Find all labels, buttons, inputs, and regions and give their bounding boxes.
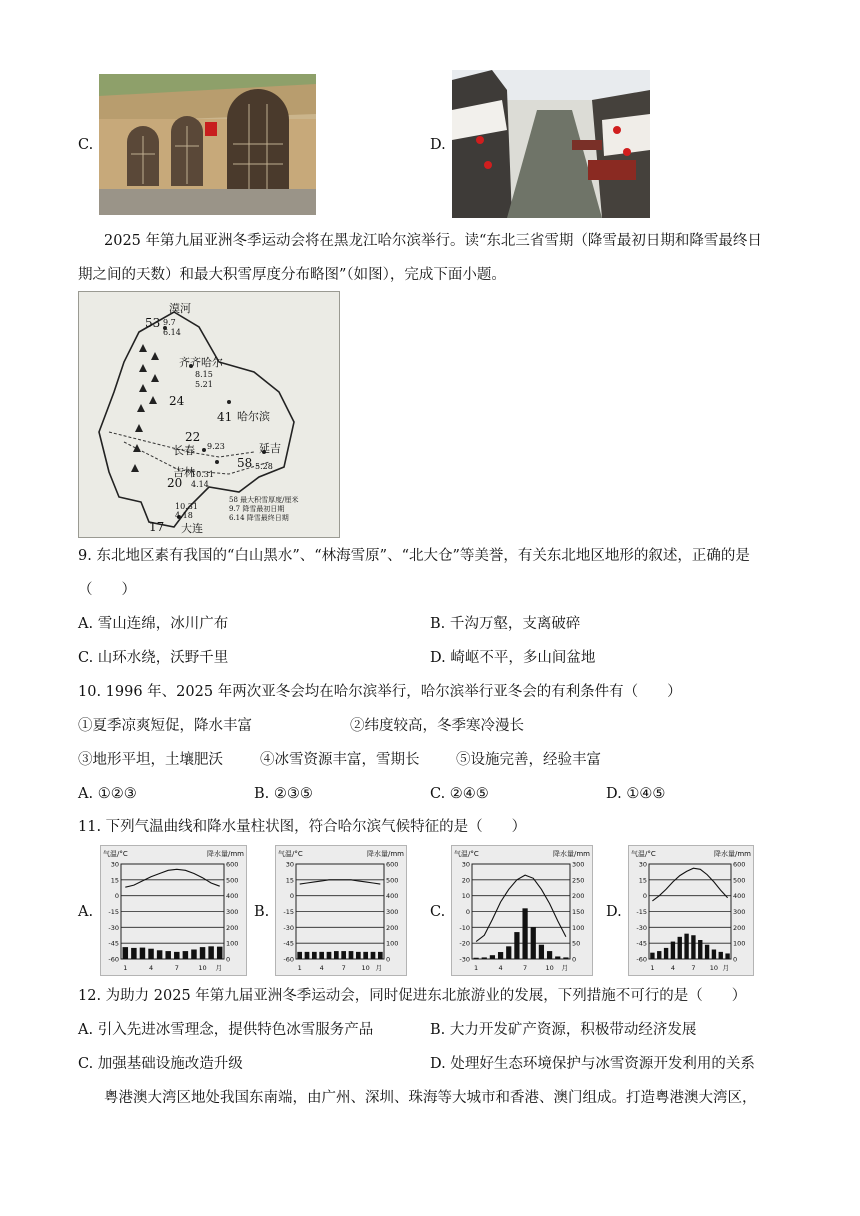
precip-tick-label: 200	[733, 923, 746, 932]
precip-bar	[148, 949, 153, 959]
temp-tick-label: 30	[110, 860, 119, 869]
precip-tick-label: 100	[572, 923, 585, 932]
precip-bar	[319, 952, 324, 959]
month-unit-label: 月	[722, 964, 729, 972]
q10-statement-3: ③地形平坦，土壤肥沃	[78, 752, 223, 768]
month-tick-label: 4	[148, 964, 154, 972]
q11-label-c[interactable]: C.	[430, 904, 446, 920]
precip-bar	[165, 951, 170, 959]
map-city-changchun: 长春	[173, 444, 195, 457]
q9-option-c[interactable]: C. 山环水绕，沃野千里	[78, 650, 229, 666]
precip-bar	[363, 952, 368, 959]
q11-label-a[interactable]: A.	[78, 904, 94, 920]
q10-option-b[interactable]: B. ②③⑤	[254, 786, 313, 802]
month-unit-label: 月	[215, 964, 222, 972]
intro-line-2: 期之间的天数）和最大积雪厚度分布略图”（如图），完成下面小题。	[78, 267, 506, 283]
temp-tick-label: 10	[461, 892, 470, 901]
precip-tick-label: 200	[386, 923, 399, 932]
precip-tick-label: 150	[572, 908, 585, 916]
q10-statement-5: ⑤设施完善，经验丰富	[456, 752, 601, 768]
temp-tick-label: -10	[459, 923, 470, 932]
precip-unit-label: 降水量/mm	[714, 850, 751, 858]
q11-stem: 11. 下列气温曲线和降水量柱状图，符合哈尔滨气候特征的是（ ）	[78, 819, 527, 835]
precip-bar	[539, 945, 544, 959]
q12-stem: 12. 为助力 2025 年第九届亚洲冬季运动会，同时促进东北旅游业的发展，下列措施不可行的是（ ）	[78, 988, 747, 1004]
temp-tick-label: 0	[114, 892, 119, 901]
q11-label-b[interactable]: B.	[254, 904, 270, 920]
cave-dwelling-photo	[99, 74, 316, 215]
precip-bar	[208, 946, 213, 959]
precip-bar	[334, 951, 339, 959]
temp-unit-label: 气温/°C	[278, 850, 303, 858]
q9-option-d[interactable]: D. 崎岖不平，多山间盆地	[430, 650, 596, 666]
month-unit-label: 月	[375, 964, 382, 972]
precip-tick-label: 0	[572, 955, 577, 964]
precip-bar	[506, 946, 511, 959]
temp-tick-label: -60	[108, 955, 119, 964]
precip-tick-label: 400	[386, 892, 399, 901]
precip-tick-label: 0	[386, 955, 391, 964]
precip-tick-label: 600	[386, 860, 399, 869]
precip-bar	[297, 952, 302, 959]
map-dalian-start: 10.31	[175, 502, 198, 511]
precip-bar	[123, 947, 128, 959]
temperature-curve	[476, 875, 566, 942]
precip-bar	[555, 956, 560, 959]
temp-tick-label: -60	[283, 955, 294, 964]
month-tick-label: 1	[123, 964, 128, 972]
precip-bar	[200, 947, 205, 959]
temperature-curve	[300, 880, 381, 884]
temp-tick-label: -45	[636, 939, 647, 948]
precip-tick-label: 600	[226, 860, 239, 869]
precip-unit-label: 降水量/mm	[553, 850, 590, 858]
map-qiqihar-start: 8.15	[195, 370, 213, 379]
climate-chart-b	[275, 845, 407, 976]
precip-tick-label: 0	[733, 955, 738, 964]
map-dalian-end: 4.18	[175, 511, 193, 520]
precip-bar	[356, 952, 361, 959]
precip-bar	[522, 908, 527, 959]
map-jilin-end: 4.14	[191, 480, 209, 489]
q9-option-b[interactable]: B. 千沟万壑，支离破碎	[430, 616, 581, 632]
precip-tick-label: 400	[733, 892, 746, 901]
month-tick-label: 4	[670, 964, 675, 972]
temp-unit-label: 气温/°C	[103, 850, 128, 858]
precip-bar	[719, 952, 723, 959]
temp-tick-label: -30	[108, 923, 119, 932]
q12-option-c[interactable]: C. 加强基础设施改造升级	[78, 1056, 243, 1072]
precip-bar	[664, 948, 668, 959]
precip-tick-label: 400	[226, 892, 239, 901]
map-yanji-end: 5.28	[255, 462, 273, 471]
q12-option-d[interactable]: D. 处理好生态环境保护与冰雪资源开发利用的关系	[430, 1056, 755, 1072]
map-yanji-depth: 58	[237, 456, 253, 470]
temp-tick-label: -30	[283, 923, 294, 932]
temp-tick-label: 0	[642, 892, 647, 901]
month-tick-label: 7	[691, 964, 696, 972]
map-city-jilin: 吉林	[173, 466, 195, 479]
precip-tick-label: 500	[733, 876, 746, 885]
precip-bar	[547, 951, 552, 959]
q9-stem: 9. 东北地区素有我国的“白山黑水”、“林海雪原”、“北大仓”等美誉，有关东北地区地形的叙述，正确的是	[78, 548, 750, 564]
precip-bar	[671, 942, 675, 959]
precip-bar	[725, 953, 729, 959]
q10-option-d[interactable]: D. ①④⑤	[606, 786, 666, 802]
month-tick-label: 1	[297, 964, 302, 972]
month-tick-label: 4	[319, 964, 324, 972]
map-changchun-depth: 22	[185, 430, 201, 444]
q12-option-b[interactable]: B. 大力开发矿产资源，积极带动经济发展	[430, 1022, 697, 1038]
outro-passage: 粤港澳大湾区地处我国东南端，由广州、深圳、珠海等大城市和香港、澳门组成。打造粤港澳大湾区，	[104, 1090, 757, 1106]
precip-tick-label: 100	[733, 939, 746, 948]
q10-option-c[interactable]: C. ②④⑤	[430, 786, 489, 802]
precip-bar	[371, 952, 376, 959]
precip-bar	[482, 957, 487, 959]
temp-tick-label: -45	[283, 939, 294, 948]
precip-tick-label: 200	[226, 923, 239, 932]
precip-unit-label: 降水量/mm	[207, 850, 244, 858]
water-town-photo	[452, 70, 650, 218]
month-tick-label: 1	[474, 964, 479, 972]
precip-bar	[378, 952, 383, 959]
precip-unit-label: 降水量/mm	[367, 850, 404, 858]
map-qiqihar-end: 5.21	[195, 380, 213, 389]
month-tick-label: 10	[545, 964, 554, 972]
temp-tick-label: 0	[289, 892, 294, 901]
precip-bar	[305, 952, 310, 959]
month-tick-label: 10	[709, 964, 719, 972]
month-tick-label: 7	[174, 964, 179, 972]
month-tick-label: 10	[198, 964, 207, 972]
temp-tick-label: 15	[638, 876, 647, 885]
precip-tick-label: 300	[733, 908, 746, 916]
precip-bar	[684, 934, 688, 959]
precip-bar	[157, 950, 162, 959]
map-harbin-depth: 41	[217, 410, 233, 424]
precip-bar	[698, 940, 702, 959]
map-changchun-start: 9.23	[207, 442, 225, 451]
temp-tick-label: -15	[108, 908, 119, 916]
temp-tick-label: 0	[465, 908, 470, 916]
precip-tick-label: 300	[386, 908, 399, 916]
temp-tick-label: 15	[285, 876, 294, 885]
month-unit-label: 月	[561, 964, 568, 972]
temp-tick-label: 30	[461, 860, 470, 869]
q9-paren: （ ）	[78, 582, 136, 598]
temp-unit-label: 气温/°C	[631, 850, 656, 858]
temp-unit-label: 气温/°C	[454, 850, 479, 858]
option-d-label: D.	[430, 137, 446, 153]
precip-bar	[531, 927, 536, 959]
precip-tick-label: 500	[226, 876, 239, 885]
precip-bar	[678, 937, 682, 959]
climate-chart-c	[451, 845, 593, 976]
month-tick-label: 7	[341, 964, 346, 972]
map-city-mohe: 漠河	[169, 302, 191, 315]
month-tick-label: 4	[498, 964, 503, 972]
precip-bar	[341, 951, 346, 959]
precip-bar	[327, 952, 332, 959]
q10-stem: 10. 1996 年、2025 年两次亚冬会均在哈尔滨举行，哈尔滨举行亚冬会的有利条件有（ ）	[78, 684, 682, 700]
q10-statement-1: ①夏季凉爽短促，降水丰富	[78, 718, 252, 734]
temp-tick-label: -15	[636, 908, 647, 916]
temp-tick-label: 30	[285, 860, 294, 869]
intro-line-1: 2025 年第九届亚洲冬季运动会将在黑龙江哈尔滨举行。读“东北三省雪期（降雪最初日期和降雪最终日	[104, 233, 762, 249]
precip-bar	[140, 948, 145, 959]
temp-tick-label: -30	[459, 955, 470, 964]
precip-bar	[183, 951, 188, 959]
map-mohe-depth: 53	[145, 316, 161, 330]
precip-bar	[473, 958, 478, 959]
map-jilin-start: 10.31	[191, 470, 214, 479]
temperature-curve	[125, 869, 219, 887]
precip-bar	[691, 935, 695, 959]
precip-tick-label: 600	[733, 860, 746, 869]
map-dalian-depth: 17	[149, 520, 165, 534]
precip-tick-label: 100	[226, 939, 239, 948]
precip-tick-label: 50	[572, 939, 581, 948]
month-tick-label: 10	[361, 964, 370, 972]
precip-bar	[650, 953, 654, 959]
temp-tick-label: 30	[638, 860, 647, 869]
map-city-qiqihar: 齐齐哈尔	[179, 356, 223, 369]
temp-tick-label: -30	[636, 923, 647, 932]
map-city-yanji: 延吉	[259, 442, 281, 455]
northeast-snow-map	[78, 291, 340, 538]
temp-tick-label: -15	[283, 908, 294, 916]
precip-tick-label: 300	[572, 860, 585, 869]
month-tick-label: 7	[523, 964, 528, 972]
climate-chart-d	[628, 845, 754, 976]
precip-tick-label: 500	[386, 876, 399, 885]
precip-bar	[498, 952, 503, 959]
precip-tick-label: 200	[572, 892, 585, 901]
precip-bar	[712, 950, 716, 960]
map-mohe-start: 9.7	[163, 318, 176, 327]
precip-tick-label: 100	[386, 939, 399, 948]
temp-tick-label: 15	[110, 876, 119, 885]
precip-bar	[657, 951, 661, 959]
map-city-harbin: 哈尔滨	[237, 410, 270, 423]
q11-label-d[interactable]: D.	[606, 904, 622, 920]
precip-bar	[312, 952, 317, 959]
map-city-dalian: 大连	[181, 522, 203, 535]
q10-statement-2: ②纬度较高，冬季寒冷漫长	[350, 718, 524, 734]
precip-bar	[191, 950, 196, 960]
precip-tick-label: 300	[226, 908, 239, 916]
map-jilin-depth: 20	[167, 476, 183, 490]
map-legend: 58 最大积雪厚度/厘米 9.7 降雪最初日期 6.14 降雪最终日期	[229, 496, 299, 522]
precip-tick-label: 0	[226, 955, 231, 964]
q9-option-a[interactable]: A. 雪山连绵，冰川广布	[78, 616, 229, 632]
climate-chart-a	[100, 845, 247, 976]
q12-option-a[interactable]: A. 引入先进冰雪理念，提供特色冰雪服务产品	[78, 1022, 374, 1038]
option-c-label: C.	[78, 137, 94, 153]
temp-tick-label: -20	[459, 939, 470, 948]
precip-bar	[514, 932, 519, 959]
month-tick-label: 1	[650, 964, 655, 972]
precip-bar	[217, 947, 222, 959]
q10-statement-4: ④冰雪资源丰富，雪期长	[260, 752, 420, 768]
precip-bar	[705, 945, 709, 959]
precip-bar	[131, 948, 136, 959]
precip-bar	[174, 952, 179, 959]
precip-bar	[349, 951, 354, 959]
map-mohe-end: 6.14	[163, 328, 181, 337]
precip-bar	[563, 957, 568, 959]
precip-tick-label: 250	[572, 876, 585, 885]
q10-option-a[interactable]: A. ①②③	[78, 786, 137, 802]
map-qiqihar-depth: 24	[169, 394, 185, 408]
temp-tick-label: 20	[461, 876, 470, 885]
precip-bar	[490, 955, 495, 959]
temp-tick-label: -45	[108, 939, 119, 948]
temp-tick-label: -60	[636, 955, 647, 964]
